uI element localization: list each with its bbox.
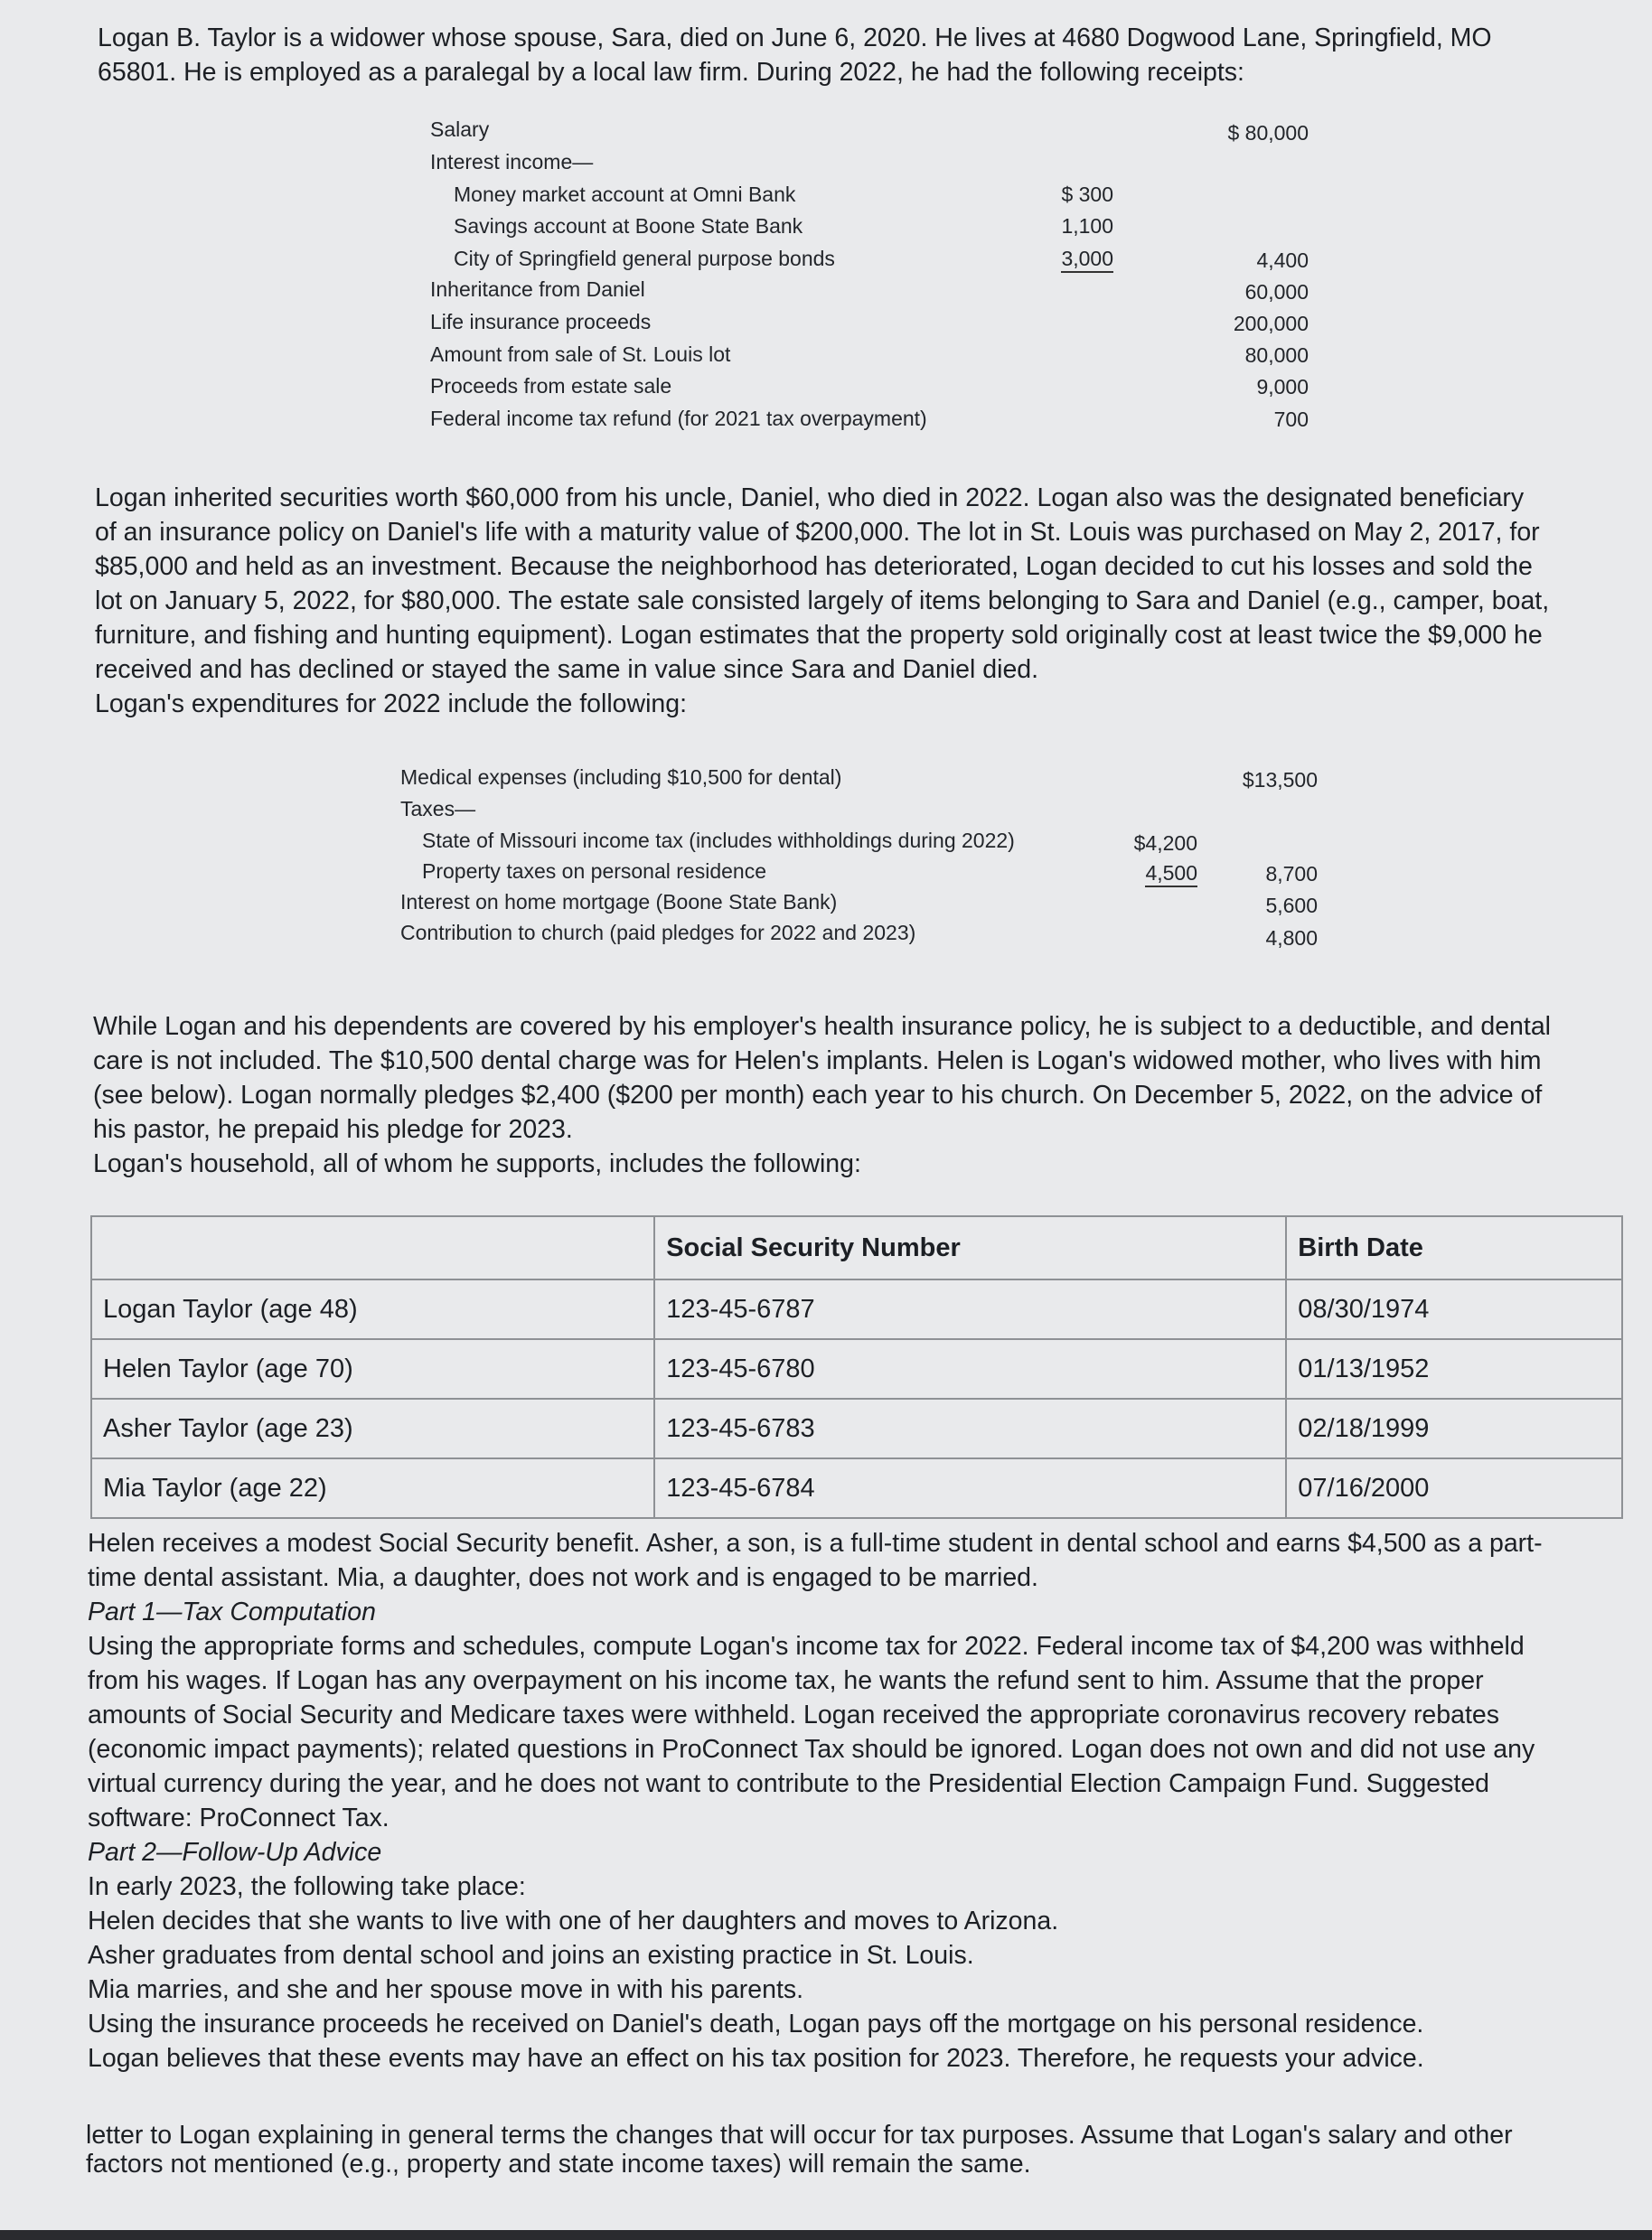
paragraph-line: his pastor, he prepaid his pledge for 2023.	[93, 1115, 573, 1144]
receipt-label: Amount from sale of St. Louis lot	[430, 342, 731, 366]
member-ssn: 123-45-6784	[654, 1458, 1286, 1518]
table-row	[91, 1279, 1622, 1339]
paragraph-line: care is not included. The $10,500 dental charge was for Helen's implants. Helen is Logan's widowed mother, who lives with him	[93, 1046, 1542, 1075]
member-name: Helen Taylor (age 70)	[91, 1339, 654, 1399]
paragraph-line: Logan inherited securities worth $60,000 from his uncle, Daniel, who died in 2022. Logan also was the designated beneficiary	[95, 483, 1525, 512]
receipt-label: Life insurance proceeds	[430, 310, 652, 333]
interest-income-header: Interest income—	[430, 150, 594, 173]
receipt-label: Inheritance from Daniel	[430, 277, 645, 301]
receipt-total: 60,000	[1244, 280, 1309, 304]
receipt-total: 80,000	[1244, 343, 1309, 367]
paragraph-line: factors not mentioned (e.g., property and state income taxes) will remain the same.	[86, 2150, 1031, 2179]
paragraph-line: amounts of Social Security and Medicare taxes were withheld. Logan received the appropriate coronavirus recovery rebates	[88, 1701, 1500, 1729]
paragraph-line: from his wages. If Logan has any overpayment on his income tax, he wants the refund sent to him. Assume that the proper	[88, 1666, 1484, 1695]
interest-item-amount: 3,000	[994, 247, 1113, 271]
tax-item-amount: 4,500	[1066, 861, 1197, 886]
paragraph-line: Logan's household, all of whom he supports, includes the following:	[93, 1149, 861, 1178]
member-birth-date: 01/13/1952	[1286, 1339, 1622, 1399]
paragraph-line: received and has declined or stayed the same in value since Sara and Daniel died.	[95, 655, 1039, 684]
paragraph-line: $85,000 and held as an investment. Because the neighborhood has deteriorated, Logan decided to cut his losses and sold the	[95, 552, 1533, 581]
receipt-total: 9,000	[1256, 375, 1309, 398]
screen-bottom-edge	[0, 2230, 1652, 2240]
paragraph-line: Helen decides that she wants to live with one of her daughters and moves to Arizona.	[88, 1907, 1059, 1935]
expense-label: Contribution to church (paid pledges for 2022 and 2023)	[400, 921, 916, 944]
member-name: Mia Taylor (age 22)	[91, 1458, 654, 1518]
header-cell-birth-date: Birth Date	[1286, 1216, 1622, 1279]
member-birth-date: 02/18/1999	[1286, 1399, 1622, 1458]
paragraph-line: (see below). Logan normally pledges $2,400 ($200 per month) each year to his church. On December 5, 2022, on the advice of	[93, 1081, 1543, 1110]
interest-item-amount: 1,100	[1061, 214, 1113, 238]
receipt-total: 200,000	[1233, 312, 1309, 335]
expense-total: 4,800	[1265, 926, 1318, 950]
expense-medical-total: $13,500	[1242, 768, 1318, 792]
interest-income-total: 4,400	[1256, 248, 1309, 272]
table-row	[91, 1458, 1622, 1518]
table-row	[91, 1339, 1622, 1399]
part1-title: Part 1—Tax Computation	[88, 1598, 376, 1626]
interest-item-label: Savings account at Boone State Bank	[454, 214, 803, 238]
tax-item-amount: $4,200	[1133, 831, 1197, 855]
receipt-label: Proceeds from estate sale	[430, 374, 672, 398]
header-cell-name	[91, 1216, 654, 1279]
household-table	[90, 1215, 1623, 1519]
interest-item-label: Money market account at Omni Bank	[454, 183, 796, 206]
table-row	[91, 1399, 1622, 1458]
expense-medical-label: Medical expenses (including $10,500 for dental)	[400, 765, 842, 789]
paragraph-line: of an insurance policy on Daniel's life with a maturity value of $200,000. The lot in St. Louis was purchased on May 2, 2017, for	[95, 518, 1540, 547]
paragraph-line: software: ProConnect Tax.	[88, 1804, 390, 1832]
paragraph-line: lot on January 5, 2022, for $80,000. The estate sale consisted largely of items belonging to Sara and Daniel (e.g., camper, boat,	[95, 586, 1550, 615]
background-paragraph	[95, 481, 1549, 721]
paragraph-line: Mia marries, and she and her spouse move in with his parents.	[88, 1975, 804, 2004]
tax-item-label: State of Missouri income tax (includes withholdings during 2022)	[422, 829, 1015, 852]
paragraph-line: While Logan and his dependents are covered by his employer's health insurance policy, he is subject to a deductible, and dental	[93, 1012, 1552, 1041]
intro-line-2: 65801. He is employed as a paralegal by a local law firm. During 2022, he had the following receipts:	[98, 58, 1244, 87]
paragraph-line: time dental assistant. Mia, a daughter, does not work and is engaged to be married.	[88, 1563, 1038, 1592]
receipt-salary-label: Salary	[430, 117, 490, 141]
paragraph-line: furniture, and fishing and hunting equipment). Logan estimates that the property sold originally cost at least twice the $9,000 he	[95, 621, 1543, 650]
taxes-total: 8,700	[1265, 862, 1318, 886]
interest-item-amount: $ 300	[1061, 183, 1113, 206]
paragraph-line: Using the insurance proceeds he received on Daniel's death, Logan pays off the mortgage on his personal residence.	[88, 2010, 1424, 2038]
tax-item-label: Property taxes on personal residence	[422, 859, 766, 883]
coverage-paragraph	[93, 1009, 1551, 1181]
paragraph-line: In early 2023, the following take place:	[88, 1872, 526, 1901]
table-header-row	[91, 1216, 1622, 1279]
paragraph-line: (economic impact payments); related questions in ProConnect Tax should be ignored. Logan does not own and did not use any	[88, 1735, 1535, 1764]
part2-title: Part 2—Follow-Up Advice	[88, 1838, 382, 1867]
problem-text	[88, 1526, 1543, 2076]
paragraph-line: Logan's expenditures for 2022 include the following:	[95, 689, 688, 718]
paragraph-line: Using the appropriate forms and schedules, compute Logan's income tax for 2022. Federal income tax of $4,200 was withheld	[88, 1632, 1525, 1661]
paragraph-line: Asher graduates from dental school and joins an existing practice in St. Louis.	[88, 1941, 974, 1970]
paragraph-line: Logan believes that these events may have an effect on his tax position for 2023. Therefore, he requests your advice.	[88, 2044, 1424, 2073]
paragraph-line: virtual currency during the year, and he does not want to contribute to the Presidential Election Campaign Fund. Suggested	[88, 1769, 1490, 1798]
intro-paragraph	[98, 21, 1492, 89]
intro-line-1: Logan B. Taylor is a widower whose spouse, Sara, died on June 6, 2020. He lives at 4680 Dogwood Lane, Springfield, MO	[98, 23, 1492, 52]
closing-paragraph	[86, 2121, 1513, 2179]
receipt-label: Federal income tax refund (for 2021 tax overpayment)	[430, 407, 927, 430]
expense-label: Interest on home mortgage (Boone State Bank)	[400, 890, 838, 914]
member-name: Logan Taylor (age 48)	[91, 1279, 654, 1339]
member-ssn: 123-45-6780	[654, 1339, 1286, 1399]
expense-total: 5,600	[1265, 894, 1318, 917]
paragraph-line: letter to Logan explaining in general terms the changes that will occur for tax purposes. Assume that Logan's salary and other	[86, 2121, 1513, 2150]
receipt-salary-total: $ 80,000	[1227, 121, 1309, 145]
header-cell-ssn: Social Security Number	[654, 1216, 1286, 1279]
member-birth-date: 07/16/2000	[1286, 1458, 1622, 1518]
interest-item-label: City of Springfield general purpose bonds	[454, 247, 835, 270]
member-name: Asher Taylor (age 23)	[91, 1399, 654, 1458]
receipt-total: 700	[1273, 408, 1309, 431]
taxes-header: Taxes—	[400, 797, 476, 820]
member-birth-date: 08/30/1974	[1286, 1279, 1622, 1339]
paragraph-line: Helen receives a modest Social Security benefit. Asher, a son, is a full-time student in dental school and earns $4,500 as a part-	[88, 1529, 1543, 1558]
member-ssn: 123-45-6783	[654, 1399, 1286, 1458]
member-ssn: 123-45-6787	[654, 1279, 1286, 1339]
